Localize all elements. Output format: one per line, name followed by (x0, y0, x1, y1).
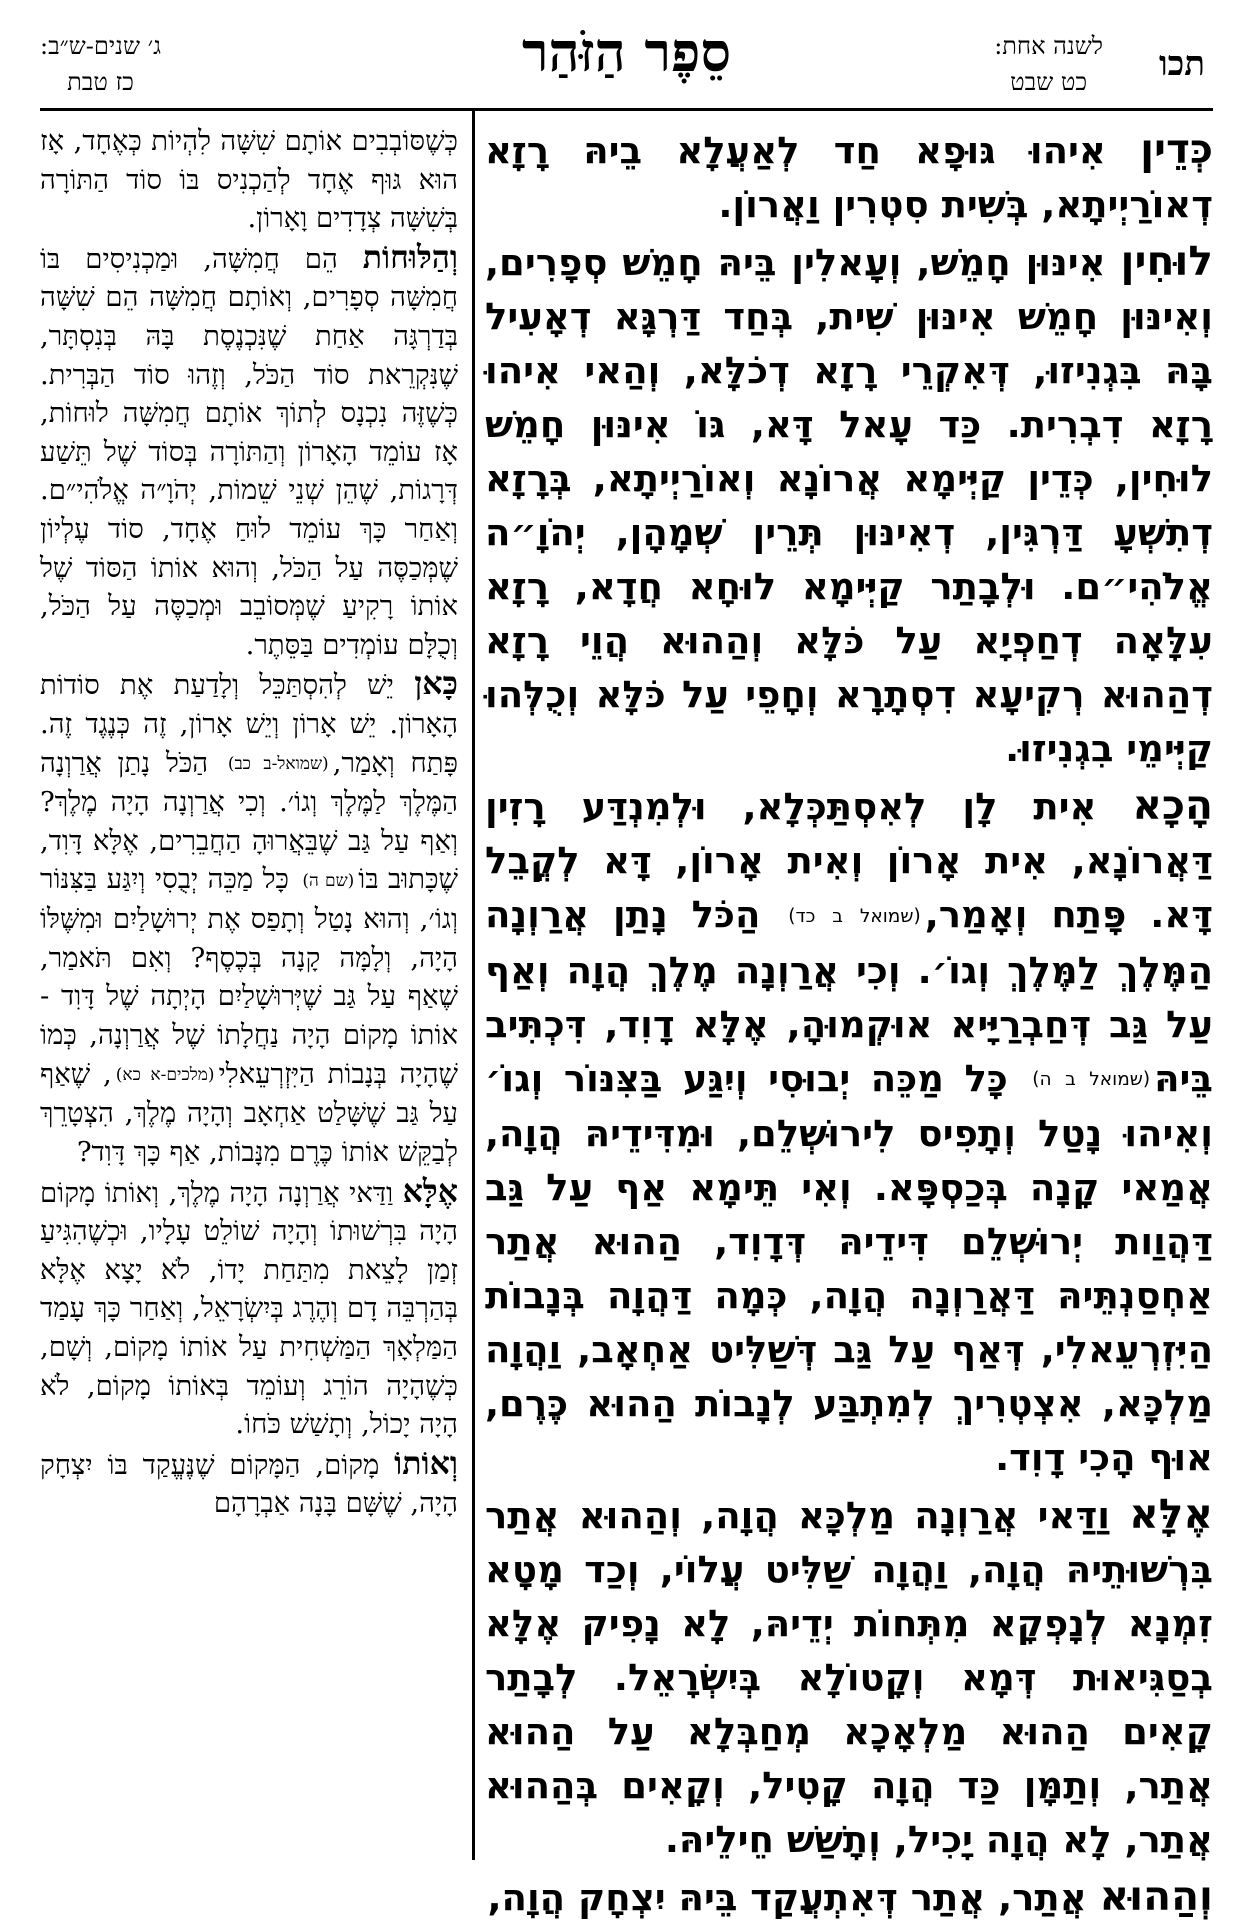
page-number: תכו (1158, 44, 1205, 84)
paragraph-text: אִית לָן לְאִסְתַּכְּלָא, וּלְמִנְדַּע רָזִין דַּאֲרוֹנָא, אִית אָרוֹן וְאִית אָרוֹן, דָּא לְקֳבֵל דָּא. פָּתַח וְאָמַר, (485, 785, 1214, 936)
side-paragraph (40, 1173, 458, 1444)
paragraph-opener: וְהַהוּא (1099, 1872, 1213, 1920)
study-plan-one-year-label: לשנה אחת: (994, 32, 1103, 60)
main-paragraph (485, 1869, 1213, 1925)
paragraph-text: כְּשֶׁסּוֹבְבִים אוֹתָם שִׁשָּׁה לִהְיוֹת כְּאֶחָד, אָז הוּא גּוּף אֶחָד לְהַכְנִיס בּוֹ סוֹד הַתּוֹרָה בְּשִׁשָּׁה צְדָדִים וָאָרוֹן. (40, 125, 458, 235)
paragraph-text: הֵם חֲמִשָּׁה, וּמַכְנִיסִים בּוֹ חֲמִשָּׁה סְפָרִים, וְאוֹתָם חֲמִשָּׁה הֵם שִׁשָּׁה בְּדַרְגָּה אַחַת שֶׁנִּכְנֶסֶת בָּהּ בְּנִסְתָּר, שֶׁנִּקְרֵאת סוֹד הַכֹּל, וְזֶהוּ סוֹד הַבְּרִית. כְּשֶׁזֶּה נִכְנָס לְתוֹךְ אוֹתָם חֲמִשָּׁה לוּחוֹת, אָז עוֹמֵד הָאָרוֹן וְהַתּוֹרָה בְּסוֹד שֶׁל תֵּשַׁע דְּרָגוֹת, שֶׁהֵן שְׁנֵי שֵׁמוֹת, יְהֹוָ״ה אֱלֹהִי״ם. וְאַחַר כָּךְ עוֹמֵד לוּחַ אֶחָד, סוֹד עֶלְיוֹן שֶׁמְּכַסֶּה עַל הַכֹּל, וְהוּא אוֹתוֹ הַסּוֹד שֶׁל אוֹתוֹ רָקִיעַ שֶׁמְּסוֹבֵב וּמְכַסֶּה עַל הַכֹּל, וְכֻלָּם עוֹמְדִים בַּסֵּתֶר. (40, 242, 458, 661)
paragraph-text: יֵשׁ לְהִסְתַּכֵּל וְלָדַעַת אֶת סוֹדוֹת הָאָרוֹן. יֵשׁ אָרוֹן וְיֵשׁ אָרוֹן, זֶה כְּנֶגֶד זֶה. פָּתַח וְאָמַר, (40, 669, 458, 779)
paragraph-text: מָקוֹם, הַמָּקוֹם שֶׁנֶּעֱקַד בּוֹ יִצְחָק הָיָה, שֶׁשָּׁם בָּנָה אַבְרָהָם (40, 1448, 458, 1520)
paragraph-text: אִינּוּן חָמֵשׁ, וְעָאלִין בֵּיהּ חָמֵשׁ סְפָרִים, וְאִינּוּן חָמֵשׁ אִינּוּן שִׁית, בְּחַד דַּרְגָּא דְאָעִיל בָּהּ בִּגְנִיזוּ, דְּאִקְרֵי רָזָא דְכֹלָּא, וְהַאי אִיהוּ רָזָא דִבְרִית. כַּד עָאל דָּא, גּוֹ אִינּוּן חָמֵשׁ לוּחִין, כְּדֵין קַיְּימָא אֲרוֹנָא וְאוֹרַיְיתָא, בְּרָזָא דְתִשְׁעָ דַּרְגִּין, דְאִינּוּן תְּרֵין שְׁמָהָן, יְהֹוָ״ה אֱלֹהִי״ם. וּלְבָתַר קַיְּימָא לוּחָא חֲדָא, רָזָא עִלָּאָה דְחַפְיָא עַל כֹּלָּא וְהַהוּא הֲוֵי רָזָא דְהַהוּא רְקִיעָא דִסְתָרָא וְחָפֵי עַל כֹּלָּא וְכֻלְּהוּ קַיְּימֵי בִגְנִיזוּ. (485, 241, 1213, 770)
hebrew-translation-column (40, 122, 458, 1862)
paragraph-text: הַכֹּל נָתַן אֲרַוְנָה הַמֶּלֶךְ לַמֶּלֶךְ וְגוֹ׳. וְכִי אֲרַוְנָה הָיָה מֶלֶךְ? וְאַף עַל גַּב שֶׁבֵּאֲרוּהָ הַחֲבֵרִים, אֶלָּא דָּוִד, שֶׁכָּתוּב בּוֹ (40, 746, 458, 896)
main-paragraph (485, 234, 1213, 776)
study-plan-three-years-label: ג׳ שנים-ש״ב: (40, 32, 162, 60)
main-paragraph (485, 1487, 1213, 1867)
page-header (0, 0, 1253, 118)
verse-citation: (שמואל ב ה) (1032, 1069, 1151, 1090)
paragraph-opener: וְהַלּוּחוֹת (362, 238, 458, 276)
paragraph-text: אֲתַר, אֲתַר דְּאִתְעֲקַד בֵּיהּ יִצְחָק הֲוָה, (487, 1876, 1100, 1919)
paragraph-text: כָּל מַכֵּה יְבוּסִי וְיִגַּע בַּצִּנּוֹר וְגוֹ׳ וְאִיהוּ נָטַל וְתָפִיס לִירוּשְׁלֵם, וּמִדִּידֵיהּ הֲוָה, אֲמַאי קָנָה בְּכַסְפָּא. וְאִי תֵּימָא אַף עַל גַּב דַּהֲוַות יְרוּשְׁלֵם דִּידֵיהּ דְּדָוִד, הַהוּא אֲתַר אַחְסַנְתֵּיהּ דַּאֲרַוְנָה הֲוָה, כְּמָה דַּהֲוָה בְּנָבוֹת הַיִּזְרְעֵאלִי, דְּאַף עַל גַּב דְּשַׁלִּיט אַחְאָב, וַהֲוָה מַלְכָּא, אִצְטְרִיךְ לְמִתְבַּע לְנָבוֹת הַהוּא כֶּרֶם, אוּף הָכִי דָוִד. (485, 1056, 1213, 1479)
study-plan-three-years-date: כז טבת (67, 68, 134, 96)
side-paragraph (40, 239, 458, 665)
main-paragraph (485, 778, 1213, 1485)
paragraph-opener: כְּדֵין (1140, 125, 1213, 173)
paragraph-text: כָּל מַכֵּה יְבֻסִי וְיִגַּע בַּצִּנּוֹר וְגוֹ׳, וְהוּא נָטַל וְתָפַס אֶת יְרוּשָׁלַיִם וּמִשֶּׁלּוֹ הָיָה, וְלָמָּה קָנָה בְּכֶסֶף? וְאִם תֹּאמַר, שֶׁאַף עַל גַּב שֶׁיְּרוּשָׁלַיִם הָיְתָה שֶׁל דָּוִד - אוֹתוֹ מָקוֹם הָיָה נַחֲלָתוֹ שֶׁל אֲרַוְנָה, כְּמוֹ שֶׁהָיָה בְּנָבוֹת הַיִּזְרְעֵאלִי (40, 863, 458, 1090)
header-divider (40, 108, 1213, 111)
study-plan-three-years (40, 28, 161, 100)
side-paragraph (40, 665, 458, 1171)
paragraph-opener: אֶלָּא (1129, 1490, 1213, 1538)
aramaic-text-column (485, 122, 1214, 1920)
paragraph-text: אִיהוּ גּוּפָא חַד לְאַעֲלָא בֵיהּ רָזָא דְאוֹרַיְיתָא, בְּשִׁית סִטְרִין וַאֲרוֹן. (485, 129, 1213, 226)
study-plan-one-year-date: כט שבט (1010, 68, 1088, 96)
paragraph-opener: הָכָא (1132, 781, 1213, 829)
paragraph-opener: וְאוֹתוֹ (394, 1444, 458, 1482)
book-title: סֵפֶר הַזֹּהַר (521, 20, 732, 84)
verse-citation: (מלכים-א כא) (115, 1064, 215, 1085)
paragraph-opener: אֶלָּא (402, 1172, 458, 1210)
verse-citation: (שמואל ב כד) (788, 905, 921, 927)
paragraph-text: , שֶׁאַף עַל גַּב שֶׁשָּׁלַט אַחְאָב וְהָיָה מֶלֶךְ, הִצְטָרֵךְ לְבַקֵּשׁ אוֹתוֹ כֶּרֶם מִנָּבוֹת, אַף כָּךְ דָּוִד? (40, 1057, 458, 1169)
side-paragraph (40, 1445, 458, 1523)
paragraph-text: הַכֹּל נָתַן אֲרַוְנָה הַמֶּלֶךְ לַמֶּלֶךְ וְגוֹ׳. וְכִי אֲרַוְנָה מֶלֶךְ הֲוָה וְאַף עַל גַּב דְּחַבְרַיָּיא אוּקְמוּהָ, אֶלָּא דָוִד, דִּכְתִּיב בֵּיהּ (485, 893, 1213, 1100)
paragraph-text: וַדַּאי אֲרַוְנָה הָיָה מֶלֶךְ, וְאוֹתוֹ מָקוֹם הָיָה בִּרְשׁוּתוֹ וְהָיָה שׁוֹלֵט עָלָיו, וּכְשֶׁהִגִּיעַ זְמַן לָצֵאת מִתַּחַת יָדוֹ, לֹא יָצָא אֶלָּא בְּהַרְבֵּה דָם וְהֶרֶג בְּיִשְׂרָאֵל, וְאַחַר כָּךְ עָמַד הַמַּלְאָךְ הַמַּשְׁחִית עַל אוֹתוֹ מָקוֹם, וְשָׁם, כְּשֶׁהָיָה הוֹרֵג וְעוֹמֵד בְּאוֹתוֹ מָקוֹם, לֹא הָיָה יָכוֹל, וְתָשַׁשׁ כֹּחוֹ. (40, 1176, 458, 1441)
paragraph-opener: כָּאן (414, 665, 458, 703)
verse-citation: (שם ה) (302, 870, 355, 891)
main-paragraph (485, 122, 1213, 232)
column-divider (472, 110, 475, 1860)
paragraph-text: וַדַּאי אֲרַוְנָה מַלְכָּא הֲוָה, וְהַהוּא אֲתַר בִּרְשׁוּתֵיהּ הֲוָה, וַהֲוָה שַׁלִּיט עֲלוֹי, וְכַד מָטָא זִמְנָא לְנָפְקָא מִתְּחוֹת יְדֵיהּ, לָא נָפִיק אֶלָּא בְסַגִּיאוּת דְּמָא וְקָטוֹלָא בְּיִשְׂרָאֵל. לְבָתַר קָאִים הַהוּא מַלְאָכָא מְחַבְּלָא עַל הַהוּא אֲתַר, וְתַמָּן כַּד הֲוָה קָטִיל, וְקָאִים בְּהַהוּא אֲתַר, לָא הֲוָה יָכִיל, וְתָשַׁשׁ חֵילֵיהּ. (485, 1494, 1213, 1861)
side-paragraph (40, 122, 458, 238)
paragraph-opener: לוּחִין (1120, 237, 1213, 285)
verse-citation: (שמואל-ב כב) (227, 753, 329, 774)
